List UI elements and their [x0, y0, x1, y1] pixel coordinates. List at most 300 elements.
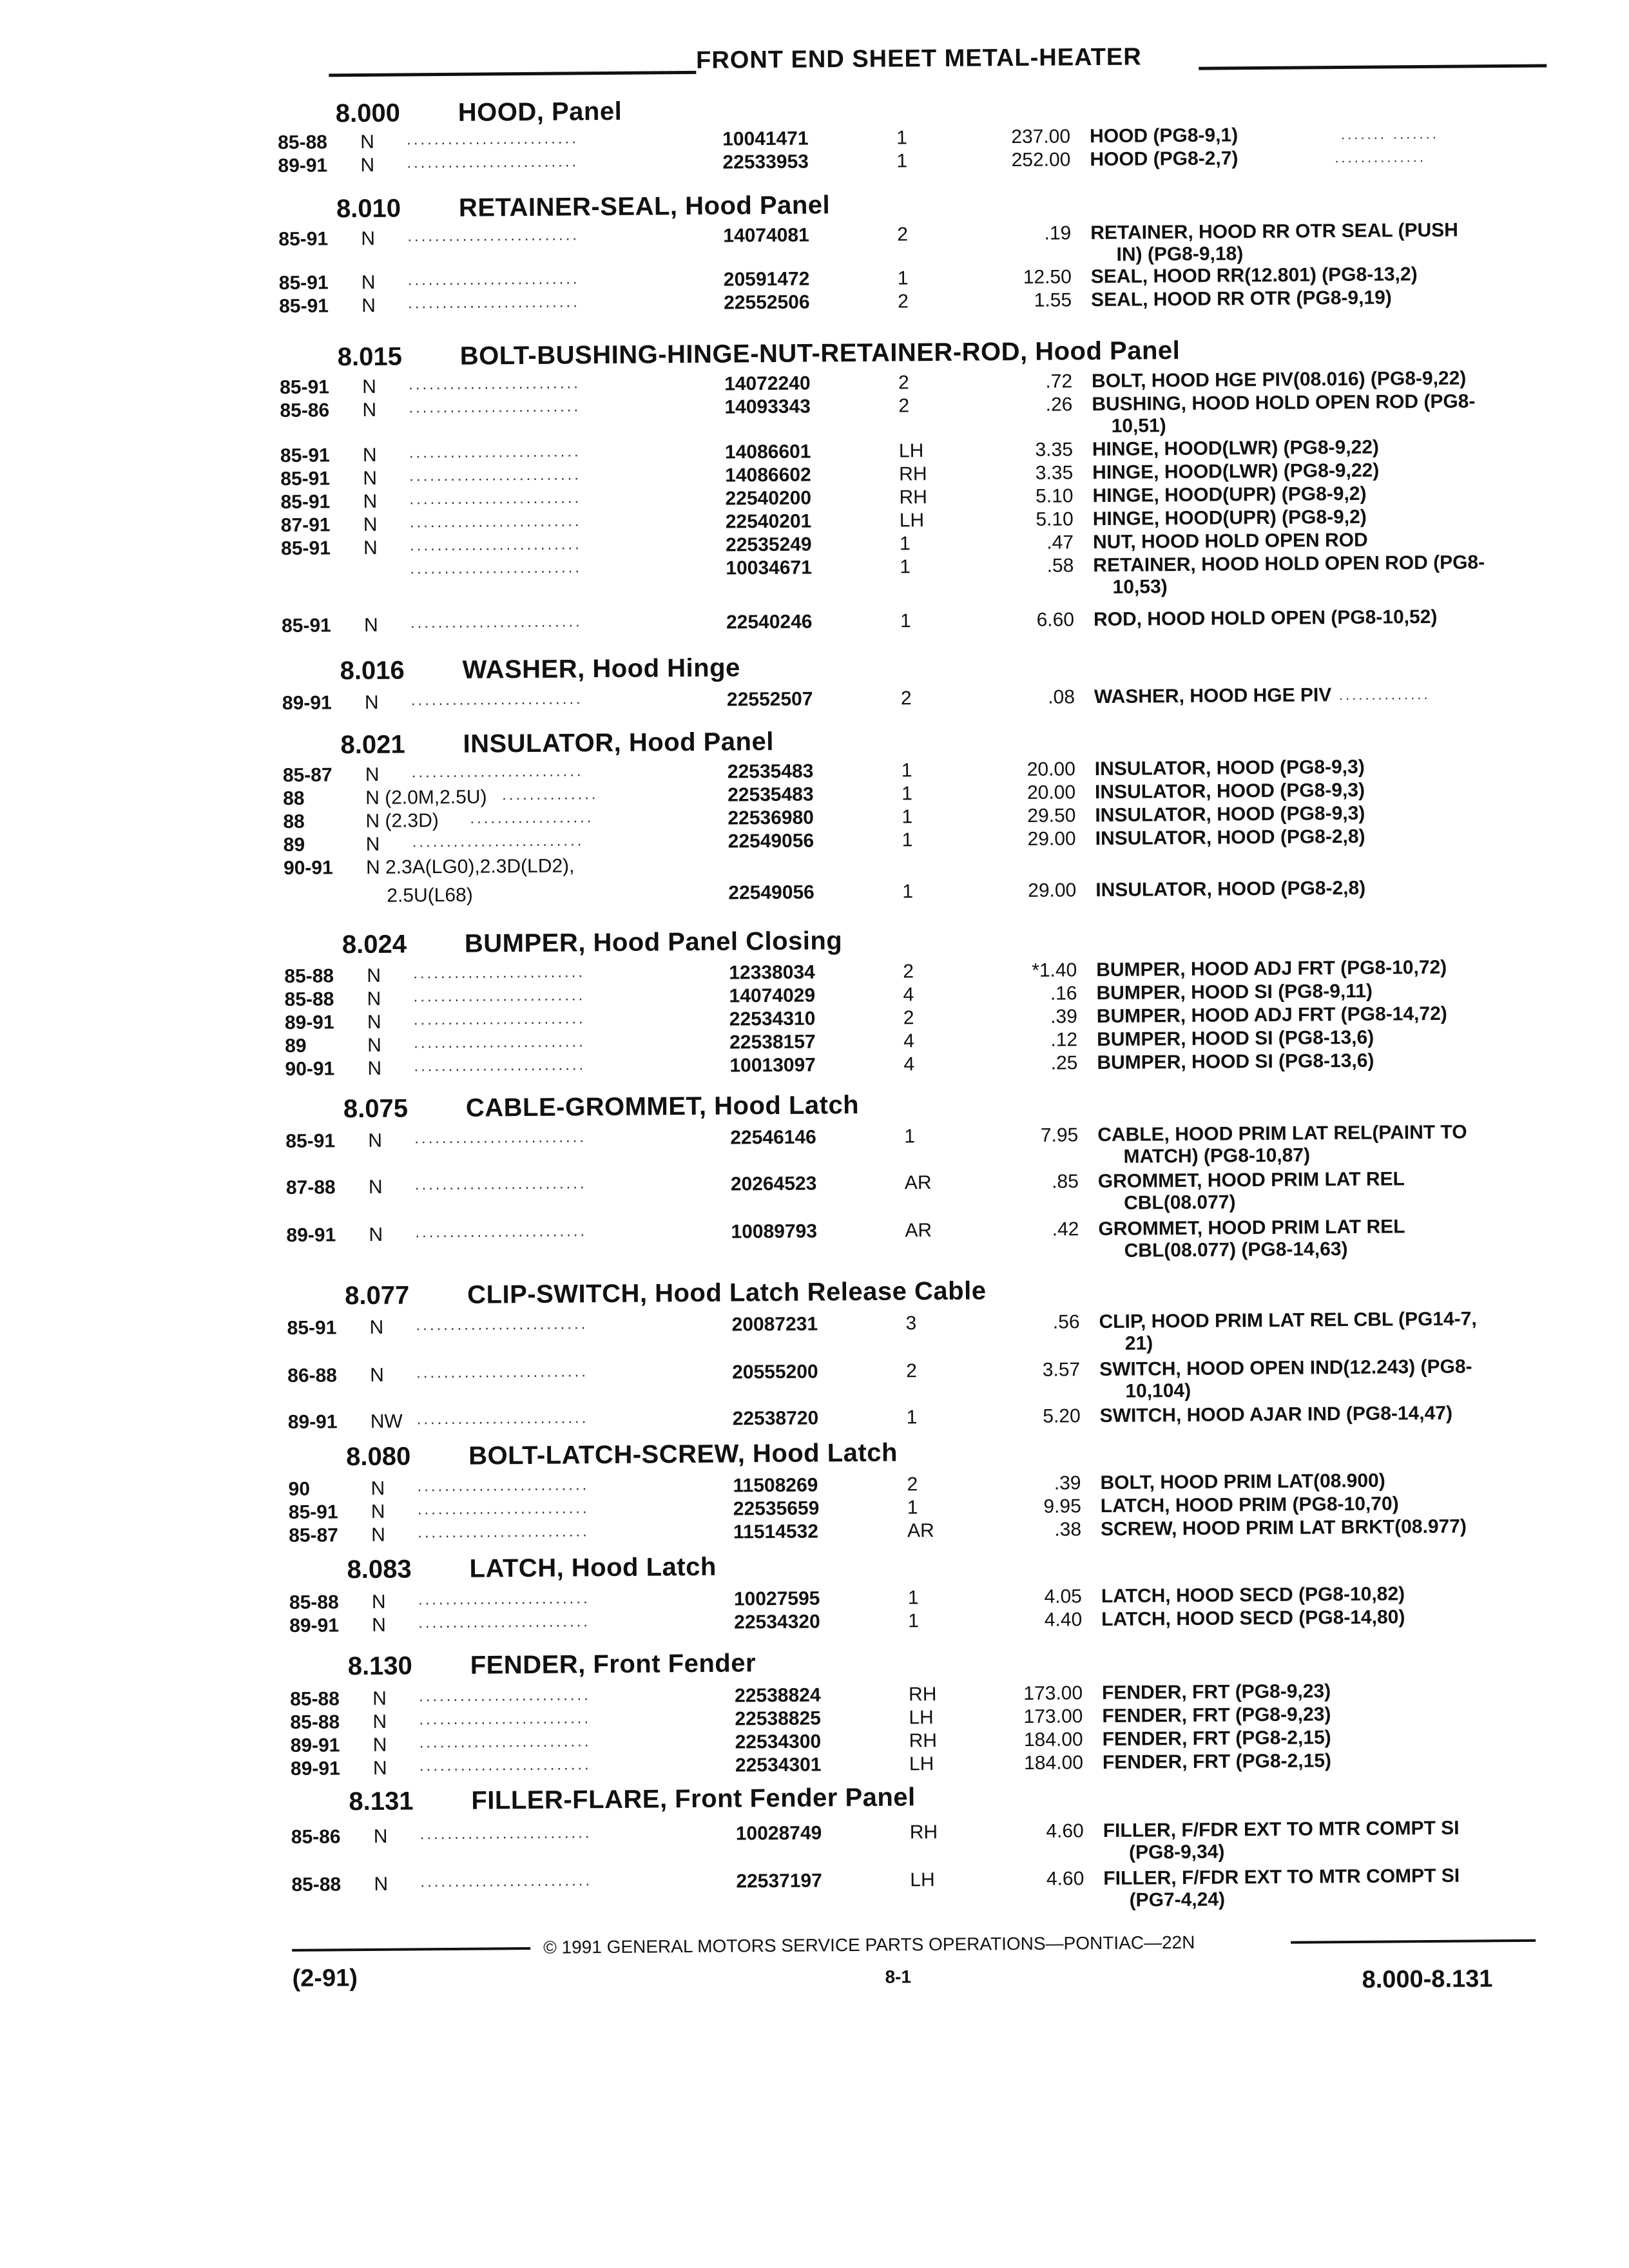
- part-number: 22535483: [727, 783, 814, 806]
- price: 184.00: [1024, 1752, 1084, 1774]
- description: BUMPER, HOOD ADJ FRT (PG8-10,72): [1096, 956, 1447, 981]
- quantity: 1: [901, 829, 913, 851]
- leader-dots: .........................: [419, 1733, 592, 1752]
- price: .19: [1044, 222, 1072, 244]
- quantity: 2: [898, 395, 910, 417]
- model-year: 85-91: [287, 1317, 337, 1339]
- model-year: 85-91: [280, 376, 329, 398]
- quantity: 1: [908, 1610, 920, 1632]
- usage-code: N: [368, 1176, 383, 1198]
- usage-code: N: [371, 1477, 385, 1499]
- section-number: 8.083: [347, 1555, 412, 1584]
- description: INSULATOR, HOOD (PG8-9,3): [1094, 756, 1365, 780]
- part-number: 14093343: [724, 396, 811, 418]
- section-number: 8.021: [340, 730, 405, 760]
- usage-code: N: [372, 1711, 387, 1733]
- description: RETAINER, HOOD HOLD OPEN ROD (PG8-: [1093, 552, 1485, 577]
- part-number: 22533953: [722, 151, 809, 173]
- description: HINGE, HOOD(LWR) (PG8-9,22): [1092, 436, 1380, 461]
- leader-dots: .........................: [407, 130, 579, 149]
- leader-dots: .........................: [414, 1056, 586, 1075]
- leader-dots: ..............: [1338, 686, 1431, 704]
- leader-dots: .........................: [410, 613, 583, 632]
- leader-dots: .........................: [416, 1363, 588, 1382]
- quantity: 1: [899, 533, 911, 555]
- leader-dots: .........................: [409, 466, 582, 485]
- description: FILLER, F/FDR EXT TO MTR COMPT SI: [1103, 1817, 1460, 1842]
- price: 6.60: [1036, 609, 1075, 631]
- description: BUMPER, HOOD SI (PG8-9,11): [1096, 980, 1373, 1004]
- quantity: LH: [909, 1753, 934, 1775]
- usage-code: N: [362, 376, 376, 398]
- header-rule-right: [1199, 64, 1547, 70]
- description-continuation: 10,53): [1112, 576, 1168, 598]
- model-year: 85-91: [280, 445, 330, 466]
- usage-code: N: [370, 1364, 384, 1386]
- header-rule-left: [329, 71, 696, 77]
- section-number: 8.130: [347, 1651, 413, 1681]
- section-number: 8.016: [340, 656, 405, 686]
- part-number: 14086602: [725, 464, 811, 486]
- usage-code: N: [368, 1129, 383, 1151]
- description: BUSHING, HOOD HOLD OPEN ROD (PG8-: [1092, 390, 1476, 416]
- model-year: 90: [288, 1478, 311, 1500]
- usage-code: N: [374, 1873, 389, 1895]
- quantity: 1: [906, 1407, 918, 1428]
- model-year: 90-91: [283, 857, 333, 879]
- leader-dots: .........................: [408, 293, 580, 312]
- model-year: 85-88: [284, 988, 334, 1010]
- section-number: 8.131: [349, 1787, 414, 1816]
- price: 4.40: [1044, 1609, 1083, 1631]
- part-number: 14074029: [729, 985, 816, 1007]
- footer-rule-right: [1291, 1939, 1536, 1944]
- quantity: 1: [900, 610, 911, 632]
- usage-code: N: [367, 965, 381, 986]
- model-year: 89-91: [282, 692, 332, 714]
- model-year: 85-91: [280, 468, 331, 490]
- leader-dots: ..................: [470, 809, 594, 827]
- quantity: 1: [896, 127, 907, 149]
- description: LATCH, HOOD PRIM (PG8-10,70): [1100, 1493, 1399, 1517]
- description: SEAL, HOOD RR(12.801) (PG8-13,2): [1090, 264, 1418, 288]
- leader-dots: .........................: [407, 226, 580, 245]
- price: 29.00: [1028, 879, 1077, 901]
- price: 12.50: [1023, 266, 1072, 288]
- page-number: 8-1: [885, 1966, 912, 1987]
- model-year: 88: [283, 787, 305, 809]
- part-number: 20264523: [730, 1173, 817, 1195]
- usage-code: N: [365, 764, 380, 785]
- section-title: LATCH, Hood Latch: [469, 1552, 717, 1583]
- model-year: 85-91: [285, 1130, 336, 1152]
- section-title: CLIP-SWITCH, Hood Latch Release Cable: [467, 1276, 987, 1309]
- usage-code: N: [372, 1687, 387, 1709]
- quantity: AR: [904, 1172, 932, 1194]
- model-year: 85-87: [289, 1524, 338, 1546]
- quantity: 2: [903, 1007, 914, 1029]
- part-number: 10027595: [733, 1588, 820, 1610]
- description: INSULATOR, HOOD (PG8-2,8): [1095, 877, 1366, 901]
- usage-code: N: [371, 1524, 385, 1546]
- model-year: 85-91: [280, 537, 331, 559]
- price: 5.10: [1035, 485, 1074, 507]
- usage-code: NW: [370, 1410, 403, 1432]
- leader-dots: .........................: [409, 512, 582, 532]
- leader-dots: .........................: [407, 153, 579, 172]
- usage-code: N: [373, 1825, 388, 1847]
- price: .26: [1045, 394, 1073, 416]
- model-year: 89-91: [278, 155, 328, 177]
- usage-code: N: [367, 1034, 381, 1056]
- part-number: 11514532: [733, 1521, 819, 1543]
- quantity: RH: [899, 463, 927, 485]
- leader-dots: .........................: [410, 559, 583, 578]
- leader-dots: .........................: [419, 1824, 592, 1843]
- quantity: 1: [897, 267, 909, 289]
- description: BOLT, HOOD PRIM LAT(08.900): [1100, 1470, 1385, 1494]
- model-year: 85-91: [281, 615, 331, 637]
- part-number: 10034671: [726, 557, 812, 579]
- quantity: LH: [909, 1707, 934, 1729]
- model-year: 85-86: [291, 1826, 341, 1848]
- quantity: 3: [905, 1312, 917, 1334]
- price: 20.00: [1027, 782, 1076, 803]
- page-title: FRONT END SHEET METAL-HEATER: [696, 43, 1142, 74]
- leader-dots: .........................: [419, 1709, 592, 1729]
- usage-code: N: [371, 1501, 385, 1523]
- description: ROD, HOOD HOLD OPEN (PG8-10,52): [1093, 606, 1438, 631]
- leader-dots: .........................: [414, 1128, 587, 1148]
- description: FENDER, FRT (PG8-9,23): [1102, 1704, 1331, 1727]
- description-continuation: 10,104): [1125, 1379, 1191, 1402]
- description: HOOD (PG8-2,7): [1090, 148, 1239, 171]
- model-year: 89: [283, 834, 305, 856]
- part-number: 14074081: [723, 224, 809, 247]
- usage-code: N: [367, 1011, 381, 1033]
- description: INSULATOR, HOOD (PG8-9,3): [1095, 802, 1365, 827]
- part-number: 20087231: [731, 1313, 818, 1336]
- quantity: 1: [900, 556, 911, 578]
- part-number: 22538720: [732, 1407, 819, 1430]
- model-year: 89-91: [290, 1758, 340, 1780]
- section-title: HOOD, Panel: [458, 97, 622, 127]
- part-number: 14086601: [724, 441, 811, 463]
- leader-dots: .........................: [418, 1590, 590, 1609]
- part-number: 20591472: [723, 268, 810, 291]
- part-number: 22538157: [729, 1031, 816, 1053]
- model-year: 85-91: [280, 491, 331, 513]
- description: WASHER, HOOD HGE PIV: [1094, 684, 1332, 708]
- price: .39: [1050, 1006, 1077, 1028]
- description: INSULATOR, HOOD (PG8-2,8): [1095, 825, 1365, 850]
- quantity: 2: [907, 1474, 918, 1495]
- usage-code: N: [369, 1316, 384, 1338]
- part-number: 22538825: [735, 1707, 821, 1730]
- part-number: 22534310: [729, 1008, 816, 1030]
- section-number: 8.000: [335, 99, 401, 128]
- model-year: 90-91: [285, 1058, 335, 1080]
- part-number: 22540201: [725, 510, 812, 533]
- usage-code: N (2.0M,2.5U): [365, 786, 487, 809]
- description: HINGE, HOOD(UPR) (PG8-9,2): [1092, 483, 1367, 507]
- quantity: 4: [903, 984, 914, 1006]
- price: 9.95: [1043, 1495, 1081, 1517]
- description: FILLER, F/FDR EXT TO MTR COMPT SI: [1103, 1865, 1460, 1890]
- quantity: 2: [903, 961, 914, 983]
- model-year: 89-91: [290, 1735, 340, 1756]
- section-range: 8.000-8.131: [1362, 1965, 1493, 1994]
- leader-dots: ..............: [1335, 149, 1427, 166]
- part-number: 22549056: [728, 881, 815, 904]
- description-continuation: CBL(08.077) (PG8-14,63): [1124, 1238, 1348, 1262]
- section-number: 8.077: [345, 1281, 410, 1311]
- part-number: 22537197: [736, 1870, 822, 1892]
- description: INSULATOR, HOOD (PG8-9,3): [1094, 779, 1365, 803]
- description: FENDER, FRT (PG8-2,15): [1102, 1750, 1332, 1774]
- section-title: BOLT-BUSHING-HINGE-NUT-RETAINER-ROD, Hood Panel: [459, 336, 1181, 370]
- leader-dots: ..............: [502, 785, 599, 804]
- price: 29.00: [1027, 828, 1076, 850]
- description: RETAINER, HOOD RR OTR SEAL (PUSH: [1090, 219, 1458, 244]
- model-year: 85-88: [289, 1591, 339, 1613]
- leader-dots: .........................: [413, 986, 586, 1006]
- section-title: INSULATOR, Hood Panel: [463, 727, 775, 758]
- leader-dots: .........................: [409, 398, 581, 417]
- model-year: 85-86: [280, 399, 330, 421]
- usage-code: N: [361, 294, 376, 316]
- catalog-page: [277, 38, 1568, 2032]
- leader-dots: .........................: [416, 1409, 589, 1428]
- part-number: 22534320: [734, 1611, 820, 1633]
- description-continuation: MATCH) (PG8-10,87): [1123, 1144, 1311, 1168]
- leader-dots: .........................: [413, 963, 586, 983]
- usage-code: N: [361, 271, 376, 293]
- price: 173.00: [1023, 1682, 1083, 1704]
- description: LATCH, HOOD SECD (PG8-14,80): [1101, 1606, 1405, 1631]
- description-continuation: (PG7-4,24): [1129, 1888, 1226, 1911]
- part-number: 14072240: [724, 372, 811, 395]
- description: BOLT, HOOD HGE PIV(08.016) (PG8-9,22): [1091, 367, 1467, 392]
- price: 4.60: [1046, 1820, 1084, 1842]
- model-year: 89-91: [286, 1224, 336, 1246]
- price: *1.40: [1032, 959, 1077, 981]
- part-number: 10089793: [731, 1220, 818, 1243]
- revision-date: (2-91): [292, 1965, 358, 1992]
- part-number: 22535483: [727, 760, 814, 783]
- part-number: 22552507: [726, 688, 813, 711]
- quantity: LH: [910, 1869, 935, 1891]
- leader-dots: .........................: [416, 1315, 588, 1334]
- usage-code: N (2.3D): [365, 810, 439, 832]
- leader-dots: .........................: [414, 1175, 587, 1194]
- part-number: 22552506: [723, 291, 810, 314]
- section-number: 8.024: [342, 930, 407, 959]
- quantity: AR: [907, 1520, 934, 1542]
- price: 4.05: [1044, 1586, 1083, 1608]
- usage-code: N: [363, 467, 378, 489]
- usage-code: N: [365, 833, 380, 855]
- price: 1.55: [1034, 289, 1072, 311]
- section-title: CABLE-GROMMET, Hood Latch: [465, 1090, 860, 1122]
- price: 3.57: [1042, 1359, 1081, 1381]
- model-year: 85-88: [284, 965, 334, 987]
- usage-code: N: [367, 1057, 382, 1079]
- price: 5.10: [1036, 508, 1074, 530]
- model-year: 89: [285, 1035, 307, 1057]
- leader-dots: .........................: [417, 1476, 590, 1495]
- model-year: 88: [283, 811, 305, 832]
- leader-dots: .........................: [417, 1499, 590, 1519]
- part-number: 22535249: [725, 533, 812, 556]
- usage-code: N: [372, 1614, 387, 1636]
- leader-dots: .........................: [407, 270, 580, 289]
- part-number: 10013097: [729, 1054, 816, 1077]
- description: HINGE, HOOD(LWR) (PG8-9,22): [1092, 459, 1380, 484]
- description-continuation: IN) (PG8-9,18): [1116, 243, 1244, 265]
- price: 237.00: [1011, 126, 1071, 148]
- section-title: FILLER-FLARE, Front Fender Panel: [471, 1783, 916, 1815]
- usage-code: N: [372, 1757, 387, 1779]
- usage-code: N: [362, 444, 377, 466]
- leader-dots: .........................: [409, 443, 581, 462]
- quantity: 1: [907, 1587, 919, 1609]
- usage-code: N: [360, 131, 374, 153]
- description: CABLE, HOOD PRIM LAT REL(PAINT TO: [1097, 1121, 1467, 1146]
- section-number: 8.080: [346, 1442, 411, 1472]
- description: BUMPER, HOOD SI (PG8-13,6): [1097, 1050, 1374, 1074]
- usage-code: N 2.3A(LG0),2.3D(LD2),: [365, 855, 575, 878]
- footer-rule-left: [292, 1947, 530, 1952]
- price: 4.60: [1046, 1868, 1084, 1890]
- part-number: 22546146: [730, 1126, 816, 1149]
- description: SEAL, HOOD RR OTR (PG8-9,19): [1090, 287, 1392, 311]
- model-year: 85-91: [278, 228, 329, 250]
- quantity: LH: [898, 440, 924, 462]
- price: 3.35: [1035, 462, 1074, 484]
- price: 29.50: [1027, 805, 1076, 827]
- description: FENDER, FRT (PG8-9,23): [1101, 1680, 1331, 1704]
- leader-dots: .........................: [411, 762, 584, 782]
- description-continuation: 10,51): [1111, 415, 1166, 437]
- price: .38: [1054, 1519, 1082, 1541]
- model-year: 85-88: [289, 1688, 340, 1710]
- part-number: 22540246: [726, 611, 813, 633]
- price: .25: [1050, 1052, 1078, 1074]
- price: .39: [1054, 1472, 1081, 1494]
- part-number: 22536980: [728, 807, 815, 829]
- quantity: RH: [909, 1821, 938, 1843]
- description: BUMPER, HOOD SI (PG8-13,6): [1096, 1026, 1374, 1051]
- section-number: 8.015: [337, 342, 403, 372]
- leader-dots: .........................: [409, 489, 582, 508]
- leader-dots: .........................: [409, 535, 582, 555]
- description: SWITCH, HOOD OPEN IND(12.243) (PG8-: [1099, 1356, 1472, 1381]
- section-number: 8.010: [336, 194, 401, 224]
- part-number: 10041471: [722, 128, 809, 150]
- leader-dots: .........................: [408, 374, 581, 394]
- part-number: 10028749: [735, 1822, 822, 1845]
- part-number: 22534301: [735, 1754, 822, 1776]
- model-year: 85-88: [278, 131, 328, 153]
- quantity: 2: [897, 224, 909, 245]
- leader-dots: .........................: [418, 1686, 591, 1706]
- leader-dots: .........................: [415, 1222, 588, 1242]
- price: .08: [1048, 686, 1075, 708]
- description: CLIP, HOOD PRIM LAT REL CBL (PG14-7,: [1099, 1308, 1477, 1333]
- description: NUT, HOOD HOLD OPEN ROD: [1092, 529, 1368, 553]
- usage-code: N: [369, 1224, 383, 1245]
- usage-code: N: [362, 399, 377, 421]
- section-title: WASHER, Hood Hinge: [462, 653, 740, 684]
- price: .42: [1052, 1218, 1079, 1240]
- quantity: 4: [903, 1030, 914, 1052]
- leader-dots: .........................: [417, 1523, 590, 1542]
- quantity: RH: [909, 1730, 938, 1752]
- leader-dots: .........................: [412, 832, 584, 851]
- leader-dots: .........................: [410, 690, 583, 709]
- price: .85: [1052, 1171, 1079, 1193]
- quantity: 2: [900, 687, 912, 709]
- part-number: 11508269: [733, 1474, 818, 1497]
- price: 20.00: [1027, 758, 1075, 780]
- quantity: 1: [901, 783, 912, 805]
- quantity: 2: [906, 1360, 917, 1382]
- description: GROMMET, HOOD PRIM LAT REL: [1097, 1168, 1405, 1193]
- model-year: 87-91: [280, 514, 331, 536]
- quantity: 1: [901, 760, 912, 782]
- quantity: 2: [898, 372, 909, 394]
- part-number: 22534300: [735, 1731, 822, 1753]
- quantity: 1: [907, 1497, 918, 1519]
- part-number: 12338034: [729, 961, 815, 984]
- usage-code: N: [367, 988, 381, 1010]
- section-title: BUMPER, Hood Panel Closing: [464, 927, 843, 958]
- description: BUMPER, HOOD ADJ FRT (PG8-14,72): [1096, 1003, 1447, 1028]
- part-number: 22535659: [733, 1497, 820, 1520]
- quantity: 1: [902, 881, 914, 903]
- usage-code: 2.5U(L68): [387, 884, 473, 907]
- usage-code: N: [363, 614, 378, 636]
- quantity: 1: [901, 806, 913, 828]
- price: .56: [1052, 1311, 1080, 1333]
- leader-dots: .........................: [414, 1033, 586, 1052]
- price: .58: [1046, 555, 1074, 577]
- price: 184.00: [1023, 1729, 1083, 1751]
- price: .47: [1046, 532, 1074, 553]
- model-year: 85-91: [278, 272, 329, 294]
- section-number: 8.075: [343, 1094, 409, 1124]
- part-number: 22549056: [728, 830, 815, 852]
- model-year: 85-91: [279, 295, 329, 317]
- description-continuation: (PG8-9,34): [1128, 1841, 1225, 1863]
- model-year: 85-91: [288, 1501, 338, 1523]
- usage-code: N: [372, 1734, 387, 1756]
- section-title: RETAINER-SEAL, Hood Panel: [458, 191, 831, 222]
- price: .72: [1045, 370, 1073, 392]
- price: .16: [1050, 983, 1077, 1004]
- price: 3.35: [1035, 439, 1074, 461]
- usage-code: N: [364, 691, 379, 713]
- description: GROMMET, HOOD PRIM LAT REL: [1098, 1216, 1405, 1240]
- description: HOOD (PG8-9,1): [1089, 124, 1239, 148]
- quantity: 1: [904, 1126, 916, 1148]
- model-year: 89-91: [287, 1411, 338, 1433]
- description: LATCH, HOOD SECD (PG8-10,82): [1101, 1583, 1405, 1608]
- description: SCREW, HOOD PRIM LAT BRKT(08.977): [1100, 1515, 1467, 1541]
- copyright-line: © 1991 GENERAL MOTORS SERVICE PARTS OPERATIONS—PONTIAC—22N: [543, 1932, 1195, 1957]
- section-title: FENDER, Front Fender: [470, 1649, 757, 1680]
